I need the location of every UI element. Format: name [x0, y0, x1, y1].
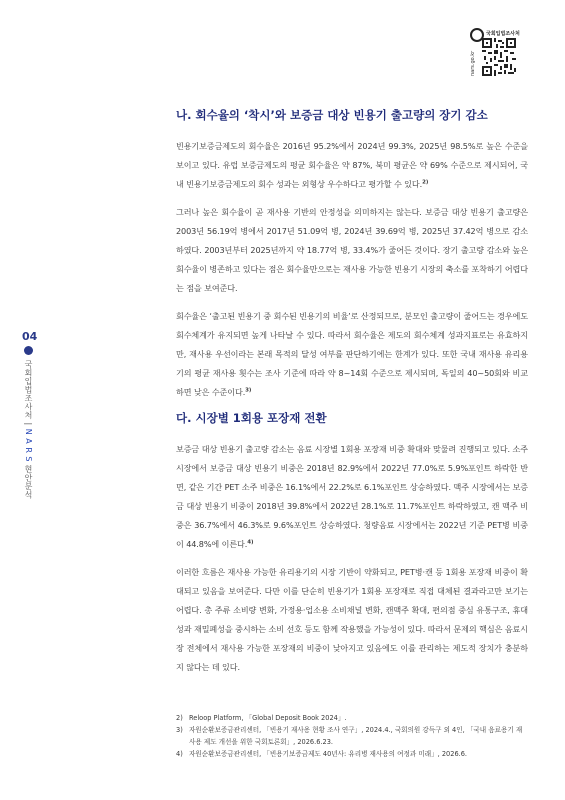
- running-header-series: 현안분석: [24, 462, 33, 500]
- footnotes: [176, 712, 528, 760]
- paragraph-2-2: 이러한 흐름은 재사용 가능한 유리용기의 시장 기반이 약화되고, PET병·캔 등 1회용 포장재 비중이 확대되고 있음을 보여준다. 다만 이를 단순히 빈용기가 1회용 포장재로 직접 대체된 결과라고만 보기는 어렵다. 총 주류 소비량 변화, 가정용·업소용 소비채널 변화, 캔맥주 확대, 편의점 중심 유통구조, 휴대성과 재밀폐성을 중시하는 소비 선호 등도 함께 작용했을 가능성이 있다. 따라서 문제의 핵심은 음료시장 전체에서 재사용 가능한 포장재의 비중이 낮아지고 있음에도 이를 관리하는 제도적 장치가 충분하지 않다는 데 있다.: [176, 566, 528, 672]
- footnote-2: [176, 712, 528, 724]
- qr-code-icon[interactable]: [482, 38, 516, 76]
- footnote-ref-2[interactable]: 2): [422, 179, 429, 186]
- footnote-text: 자원순환보증금관리센터, 「빈용기보증금제도 40년사: 유리병 재사용의 여정과 미래」, 2026.6.: [189, 750, 468, 758]
- running-header-separator: |: [24, 419, 33, 429]
- running-header-org: 국회입법조사처: [24, 360, 33, 420]
- qr-code-block: [468, 28, 542, 76]
- footnote-4: [176, 748, 528, 760]
- paragraph-1-2: 그러나 높은 회수율이 곧 재사용 기반의 안정성을 의미하지는 않는다. 보증금 대상 빈용기 출고량은 2003년 56.19억 병에서 2017년 51.09억 병, 2024년 39.69억 병, 2025년 37.42억 병으로 감소하였다. 2003년부터 2025년까지 약 18.77억 병, 33.4%가 줄어든 것이다. 장기 출고량 감소와 높은 회수율이 병존하고 있다는 점은 회수율만으로는 재사용 가능한 빈용기 시장의 축소를 포착하기 어렵다는 점을 보여준다.: [176, 206, 528, 293]
- footnote-number: 3): [176, 726, 183, 734]
- footnote-text: Reloop Platform, 「Global Deposit Book 2024」.: [189, 714, 347, 722]
- footnote-number: 4): [176, 750, 183, 758]
- main-content: [176, 108, 528, 686]
- section-heading-1: 나. 회수율의 ‘착시’와 보증금 대상 빈용기 출고량의 장기 감소: [176, 108, 488, 122]
- footnote-ref-4[interactable]: 4): [247, 539, 254, 546]
- footnote-ref-3[interactable]: 3): [245, 387, 252, 394]
- running-header-nars: N A R S: [24, 428, 33, 463]
- qr-url: nars.go.kr: [470, 50, 476, 76]
- paragraph-1-3: 회수율은 ‘출고된 빈용기 중 회수된 빈용기의 비율’로 산정되므로, 분모인 출고량이 줄어드는 경우에도 회수체계가 유지되면 높게 나타날 수 있다. 따라서 회수율은 제도의 회수체계 성과지표로는 유효하지만, 재사용 우선이라는 본래 목적의 달성 여부를 판단하기에는 한계가 있다. 또한 국내 재사용 유리용기의 평균 재사용 횟수는 조사 기준에 따라 약 8~14회 수준으로 제시되며, 독일의 40~50회와 비교하면 낮은 수준이다.$^{3)}$: [176, 310, 528, 397]
- page-number: 04: [22, 330, 38, 343]
- running-header: [22, 360, 34, 499]
- footnote-3: [176, 724, 528, 748]
- footnote-text: 자원순환보증금관리센터, 「빈용기 재사용 현황 조사 연구」, 2024.4., 국회의원 강득구 외 4인, 「국내 음료용기 재: [189, 726, 523, 734]
- side-dot-icon: [24, 346, 33, 355]
- footnote-text-cont: 사용 제도 개선을 위한 국회토론회」, 2026.6.23.: [189, 738, 333, 746]
- paragraph-2-1: 보증금 대상 빈용기 출고량 감소는 음료 시장별 1회용 포장재 비중 확대와 맞물려 진행되고 있다. 소주 시장에서 보증금 대상 빈용기 비중은 2018년 82.9%에서 2022년 77.0%로 5.9%포인트 하락한 반면, 같은 기간 PET 소주 비중은 16.1%에서 22.2%로 6.1%포인트 상승하였다. 맥주 시장에서는 보증금 대상 빈용기 비중이 2018년 39.8%에서 2022년 28.1%로 11.7%포인트 하락하였고, 캔 맥주 비중은 36.7%에서 46.3%로 9.6%포인트 상승하였다. 청량음료 시장에서는 2022년 기준 PET병 비중이 44.8%에 이른다.$^{4)}$: [176, 443, 528, 549]
- footnote-number: 2): [176, 714, 183, 722]
- paragraph-1-1: 빈용기보증금제도의 회수율은 2016년 95.2%에서 2024년 99.3%, 2025년 98.5%로 높은 수준을 보이고 있다. 유럽 보증금제도의 평균 회수율은 약 87%, 북미 평균은 약 69% 수준으로 제시되어, 국내 빈용기보증금제도의 회수 성과는 외형상 우수하다고 평가할 수 있다.$^{2)}$: [176, 140, 528, 189]
- qr-label: 국회입법조사처: [486, 31, 520, 37]
- section-heading-2: 다. 시장별 1회용 포장재 전환: [176, 410, 327, 425]
